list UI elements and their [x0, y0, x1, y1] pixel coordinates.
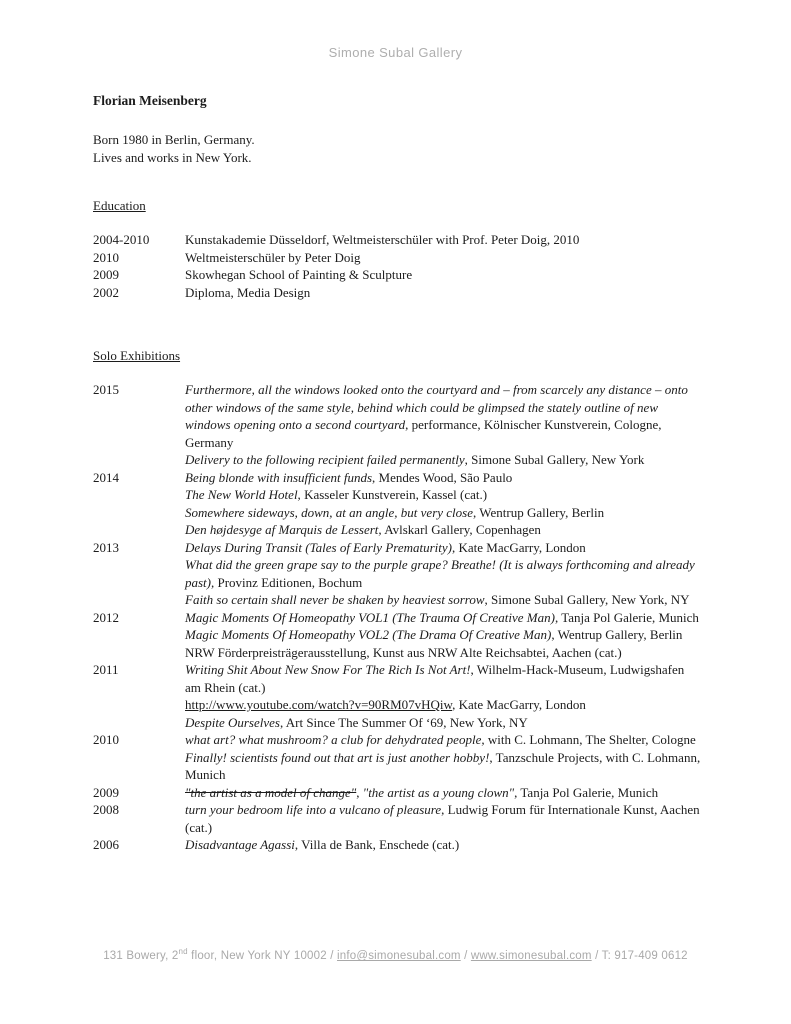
entry-text: Provinz Editionen, Bochum [214, 574, 363, 590]
work-title: What did the green grape say to the purple grape? Breathe! (It is always forthcoming and already past), [185, 557, 695, 590]
entry-text: , Ludwig Forum für Internationale Kunst, Aachen (cat.) [185, 802, 700, 835]
work-title: Magic Moments Of Homeopathy VOL1 (The Trauma Of Creative Man) [185, 609, 555, 625]
entry-line [185, 714, 703, 732]
entry-line [185, 539, 703, 557]
entry-line [185, 521, 703, 539]
cv-content [93, 93, 703, 854]
entry-body [185, 609, 703, 662]
work-title: Despite Ourselves [185, 714, 280, 730]
cv-section [93, 347, 703, 854]
entry-line [185, 591, 703, 609]
cv-entry [93, 836, 703, 854]
entry-text: , Villa de Bank, Enschede (cat.) [294, 837, 460, 852]
entry-year: 2012 [93, 609, 119, 625]
entry-line [185, 784, 703, 802]
work-title: The New World Hotel, [185, 487, 301, 502]
entry-text: , Wilhelm-Hack-Museum, Ludwigshafen am Rhein (cat.) [185, 662, 685, 695]
footer-text: / T: 917-409 0612 [591, 950, 688, 962]
entry-year: 2015 [93, 382, 119, 397]
cv-entry [93, 469, 703, 539]
footer-text: 131 Bowery, 2 [103, 950, 179, 962]
artist-bio [93, 131, 703, 167]
footer-link[interactable]: info@simonesubal.com [337, 950, 461, 962]
work-title: turn your bedroom life into a vulcano of pleasure [185, 802, 442, 817]
bio-line: Lives and works in New York. [93, 150, 252, 165]
work-title: Being blonde with insufficient funds [185, 469, 373, 485]
work-title: what art? what mushroom? a club for dehydrated people, [185, 732, 485, 747]
entry-year: 2013 [93, 539, 119, 555]
cv-entry [93, 381, 703, 469]
entry-text: Skowhegan School of Painting & Sculpture [185, 267, 413, 282]
entry-line [185, 609, 703, 627]
entry-line [185, 284, 703, 302]
cv-entry [93, 249, 703, 267]
gallery-name: Simone Subal Gallery [328, 45, 463, 60]
entry-text: , Mendes Wood, São Paulo [372, 469, 513, 485]
entry-text: Diploma, Media Design [185, 284, 311, 300]
entry-text: , Simone Subal Gallery, New York, NY [484, 592, 690, 607]
entry-line [185, 626, 703, 644]
entry-text: Kunstakademie Düsseldorf, Weltmeisterschüler with Prof. Peter Doig, 2010 [185, 232, 580, 247]
section-title: Solo Exhibitions [93, 348, 181, 363]
entry-body [185, 381, 703, 469]
entry-body [185, 836, 703, 854]
footer [0, 947, 791, 962]
entry-body [185, 469, 703, 539]
work-title: Den højdesyge af Marquis de Lessert, [185, 522, 382, 537]
cv-entry [93, 801, 703, 836]
entry-text: Weltmeisterschüler by Peter Doig [185, 249, 361, 265]
work-title: "the artist as a young clown" [362, 784, 515, 800]
entry-text: , Kate MacGarry, London [452, 697, 586, 712]
entry-year: 2009 [93, 267, 119, 282]
entry-text: , Tanzschule Projects, with C. Lohmann, Munich [185, 749, 701, 782]
work-title: Magic Moments Of Homeopathy VOL2 (The Drama Of Creative Man) [185, 627, 552, 642]
footer-link[interactable]: www.simonesubal.com [470, 950, 592, 962]
entry-line [185, 836, 703, 854]
entry-text: with C. Lohmann, The Shelter, Cologne [484, 732, 696, 747]
entry-line [185, 451, 703, 469]
entry-year: 2010 [93, 732, 119, 747]
section-title: Education [93, 198, 146, 213]
entry-year: 2004-2010 [93, 232, 150, 247]
entry-year: 2010 [93, 249, 119, 265]
entry-year: 2008 [93, 802, 119, 817]
work-title: Writing Shit About New Snow For The Rich Is Not Art! [185, 662, 471, 677]
entry-body [185, 249, 703, 267]
artist-name: Florian Meisenberg [93, 93, 207, 108]
entry-line [185, 661, 703, 696]
entry-line [185, 469, 703, 487]
cv-entry [93, 231, 703, 249]
cv-entry [93, 284, 703, 302]
cv-section [93, 197, 703, 301]
entry-line [185, 644, 703, 662]
work-title: Disadvantage Agassi [185, 837, 295, 852]
entry-body [185, 284, 703, 302]
work-title: Somewhere sideways, down, at an angle, but very close [185, 504, 473, 520]
footer-text: nd [178, 947, 188, 957]
entry-year: 2014 [93, 469, 119, 485]
entry-line [185, 266, 703, 284]
entry-body [185, 266, 703, 284]
entry-line [185, 801, 703, 836]
work-title: Faith so certain shall never be shaken by heaviest sorrow [185, 592, 485, 607]
entry-body [185, 539, 703, 609]
entry-body [185, 731, 703, 784]
entry-body [185, 801, 703, 836]
work-title: "the artist as a model of change" [185, 784, 357, 800]
entry-text: NRW Förderpreisträgerausstellung, Kunst aus NRW Alte Reichsabtei, Aachen (cat.) [185, 644, 622, 660]
entry-line [185, 556, 703, 591]
cv-entry [93, 784, 703, 802]
entry-text: , Kate MacGarry, London [451, 539, 586, 555]
entry-text: , performance, Kölnischer Kunstverein, Cologne, Germany [185, 417, 662, 450]
entry-body [185, 661, 703, 731]
entry-year: 2009 [93, 784, 119, 800]
entry-text: , Wentrup Gallery, Berlin [473, 504, 605, 520]
work-title: Delays During Transit (Tales of Early Prematurity) [185, 539, 452, 555]
entry-line [185, 381, 703, 451]
cv-entry [93, 609, 703, 662]
entry-text: , [356, 784, 363, 800]
entry-line [185, 231, 703, 249]
entry-text: Kasseler Kunstverein, Kassel (cat.) [300, 487, 488, 502]
entry-line [185, 504, 703, 522]
work-title: Finally! scientists found out that art is just another hobby! [185, 749, 490, 765]
sections [93, 197, 703, 854]
entry-line [185, 731, 703, 749]
footer-text: floor, New York NY 10002 / [187, 950, 338, 962]
bio-line: Born 1980 in Berlin, Germany. [93, 132, 255, 147]
work-title: Delivery to the following recipient failed permanently [185, 452, 465, 467]
entry-year: 2011 [93, 662, 119, 677]
entry-line [185, 696, 703, 714]
entry-text: , Tanja Pol Galerie, Munich [554, 609, 699, 625]
footer-text: / [460, 950, 471, 962]
entry-text: , Wentrup Gallery, Berlin [551, 627, 683, 642]
entry-text: , Tanja Pol Galerie, Munich [514, 784, 659, 800]
cv-entry [93, 266, 703, 284]
entry-text: , Art Since The Summer Of ‘69, New York, NY [279, 714, 528, 730]
work-title: Furthermore, all the windows looked onto the courtyard and – from scarcely any distance – onto other windows of the same style, behind which could be glimpsed the stately outline of new windows opening onto a second courtyard [185, 382, 688, 432]
entry-text: , Simone Subal Gallery, New York [464, 452, 645, 467]
entry-year: 2006 [93, 837, 119, 852]
cv-entry [93, 539, 703, 609]
entry-year: 2002 [93, 284, 119, 300]
entry-line [185, 749, 703, 784]
entry-text: Avlskarl Gallery, Copenhagen [381, 522, 541, 537]
inline-link[interactable]: http://www.youtube.com/watch?v=90RM07vHQiw [185, 697, 453, 712]
entry-line [185, 249, 703, 267]
cv-entry [93, 661, 703, 731]
entry-line [185, 486, 703, 504]
cv-entry [93, 731, 703, 784]
entry-body [185, 231, 703, 249]
entry-body [185, 784, 703, 802]
